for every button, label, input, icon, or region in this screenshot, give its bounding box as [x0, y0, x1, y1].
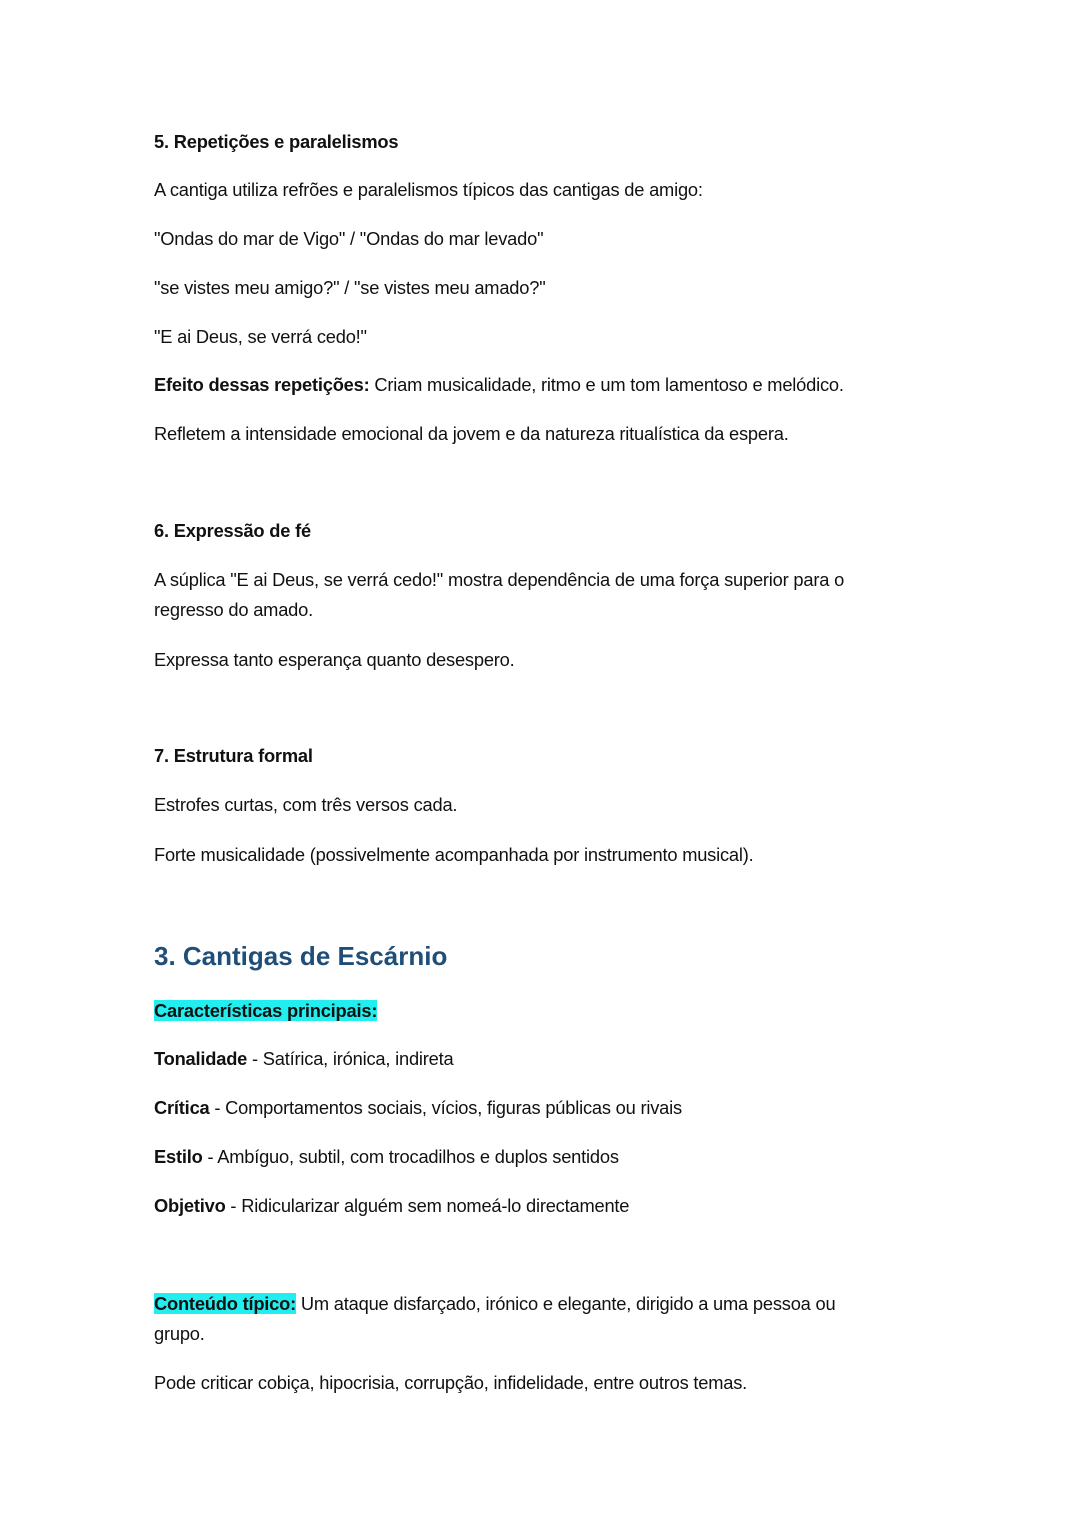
paragraph: Forte musicalidade (possivelmente acompanhada por instrumento musical).	[154, 844, 754, 865]
text: Criam musicalidade, ritmo e um tom lamentoso e melódico.	[369, 374, 844, 395]
quote-example: "se vistes meu amigo?" / "se vistes meu amado?"	[154, 277, 546, 298]
paragraph: Expressa tanto esperança quanto desespero.	[154, 649, 515, 670]
text: Um ataque disfarçado, irónico e elegante, dirigido a uma pessoa ou	[296, 1293, 836, 1314]
quote-example: "E ai Deus, se verrá cedo!"	[154, 326, 367, 347]
feature-item	[154, 1191, 629, 1221]
features-label	[154, 996, 377, 1026]
feature-item	[154, 1093, 682, 1123]
feature-desc: - Ambíguo, subtil, com trocadilhos e duplos sentidos	[202, 1146, 619, 1167]
paragraph: Pode criticar cobiça, hipocrisia, corrupção, infidelidade, entre outros temas.	[154, 1372, 748, 1393]
paragraph	[154, 1289, 835, 1319]
feature-item	[154, 1142, 619, 1172]
quote-example: "Ondas do mar de Vigo" / "Ondas do mar levado"	[154, 228, 544, 249]
highlighted-label: Conteúdo típico:	[154, 1293, 297, 1314]
feature-term: Crítica	[154, 1097, 210, 1118]
feature-desc: - Ridicularizar alguém sem nomeá-lo directamente	[225, 1195, 630, 1216]
feature-term: Objetivo	[154, 1195, 226, 1216]
feature-term: Estilo	[154, 1146, 203, 1167]
section-7-title: 7. Estrutura formal	[154, 745, 313, 766]
highlighted-label: Características principais:	[154, 1000, 378, 1021]
paragraph: grupo.	[154, 1323, 205, 1344]
paragraph: regresso do amado.	[154, 599, 313, 620]
section-5-title: 5. Repetições e paralelismos	[154, 131, 399, 152]
paragraph	[154, 370, 844, 400]
feature-item	[154, 1044, 454, 1074]
feature-desc: - Satírica, irónica, indireta	[247, 1048, 454, 1069]
label: Efeito dessas repetições:	[154, 374, 370, 395]
paragraph: Estrofes curtas, com três versos cada.	[154, 794, 458, 815]
heading-cantigas-escarnio: 3. Cantigas de Escárnio	[154, 941, 448, 971]
paragraph: A cantiga utiliza refrões e paralelismos típicos das cantigas de amigo:	[154, 179, 703, 200]
feature-term: Tonalidade	[154, 1048, 248, 1069]
paragraph: Refletem a intensidade emocional da jovem e da natureza ritualística da espera.	[154, 423, 789, 444]
feature-desc: - Comportamentos sociais, vícios, figuras públicas ou rivais	[209, 1097, 682, 1118]
paragraph: A súplica "E ai Deus, se verrá cedo!" mostra dependência de uma força superior para o	[154, 569, 845, 590]
section-6-title: 6. Expressão de fé	[154, 520, 311, 541]
